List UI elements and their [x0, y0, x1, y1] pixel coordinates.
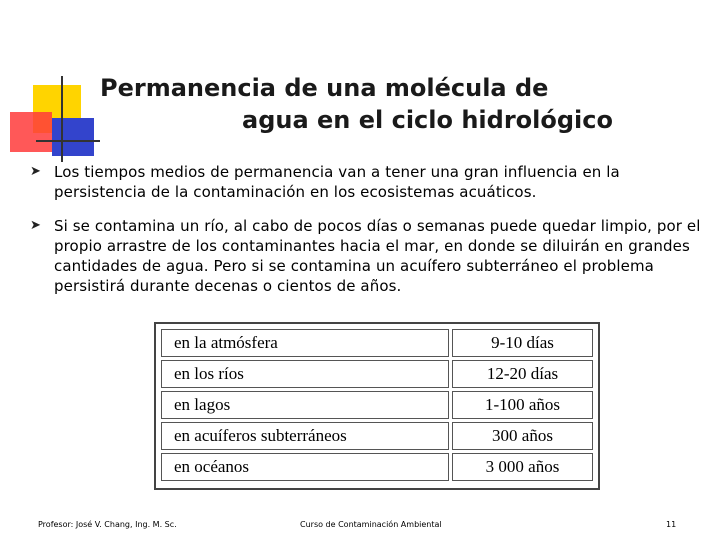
- logo-horizontal-line: [36, 140, 100, 142]
- table-row: [161, 422, 593, 450]
- residence-time-table: [154, 322, 600, 490]
- bullet-text: Si se contamina un río, al cabo de pocos días o semanas puede quedar limpio, por el propio arrastre de los contaminantes hacia el mar, en donde se diluirán en grandes cantidades de agua. Pero si se contamina un acuífero subterráneo el problema persistirá durante decenas o cientos de años.: [54, 217, 701, 295]
- arrow-bullet-icon: ➤: [30, 164, 41, 179]
- logo-vertical-line: [61, 76, 63, 162]
- slide-footer: [0, 520, 720, 534]
- table-row: [161, 453, 593, 481]
- table-row: [161, 360, 593, 388]
- page-number: 11: [666, 520, 677, 529]
- table-row: [161, 329, 593, 357]
- table-cell-place: en la atmósfera: [161, 329, 449, 357]
- table-cell-time: 12-20 días: [452, 360, 593, 388]
- bullet-item: [30, 162, 706, 202]
- slide-title-line-2: agua en el ciclo hidrológico: [242, 106, 613, 134]
- slide-title: [100, 72, 660, 136]
- red-square: [10, 112, 52, 152]
- bullet-item: [30, 216, 706, 296]
- footer-author: Profesor: José V. Chang, Ing. M. Sc.: [38, 520, 177, 529]
- table-cell-time: 1-100 años: [452, 391, 593, 419]
- arrow-bullet-icon: ➤: [30, 218, 41, 233]
- table-cell-place: en acuíferos subterráneos: [161, 422, 449, 450]
- slide-logo-decoration: [0, 0, 100, 170]
- table-cell-time: 9-10 días: [452, 329, 593, 357]
- bullet-list: [30, 162, 706, 310]
- slide-title-line-1: Permanencia de una molécula de: [100, 74, 549, 102]
- table-cell-place: en los ríos: [161, 360, 449, 388]
- table-cell-place: en océanos: [161, 453, 449, 481]
- bullet-text: Los tiempos medios de permanencia van a tener una gran influencia en la persistencia de la contaminación en los ecosistemas acuáticos.: [54, 163, 620, 201]
- table-cell-place: en lagos: [161, 391, 449, 419]
- table-cell-time: 3 000 años: [452, 453, 593, 481]
- footer-course: Curso de Contaminación Ambiental: [300, 520, 442, 529]
- table-cell-time: 300 años: [452, 422, 593, 450]
- table-row: [161, 391, 593, 419]
- blue-square: [52, 118, 94, 156]
